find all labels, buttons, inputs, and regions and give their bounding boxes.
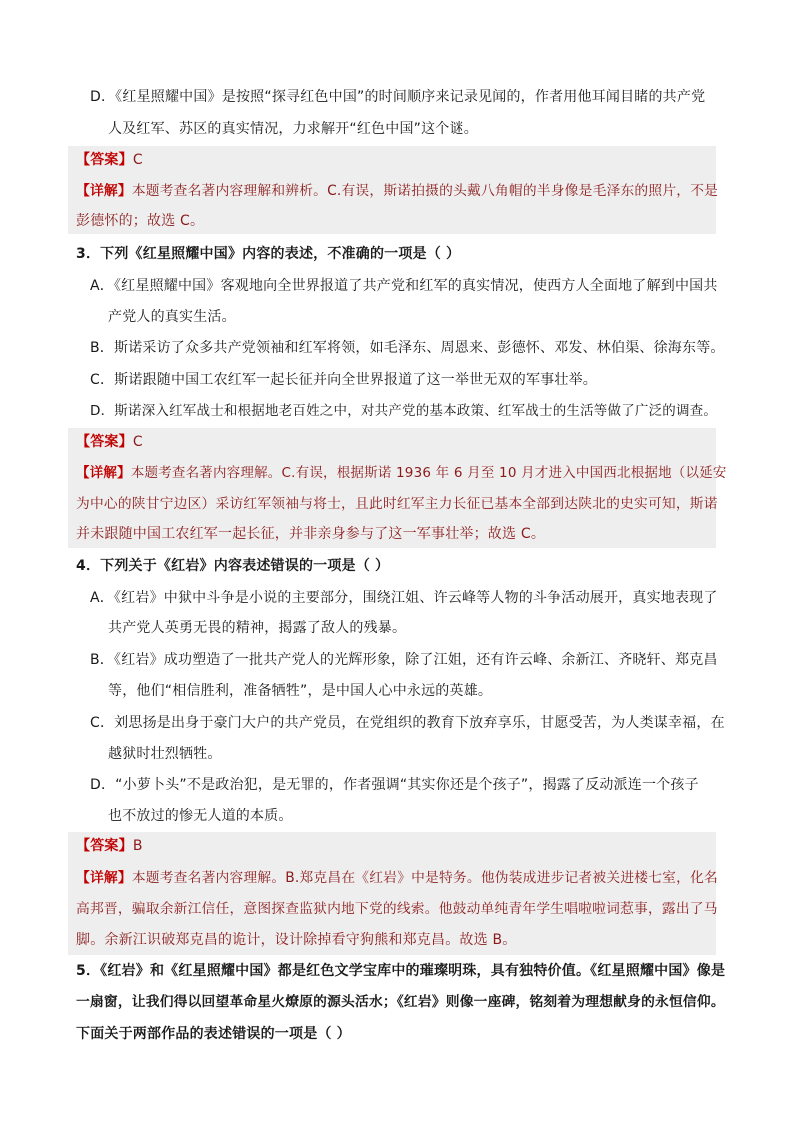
q3-option-a-line2: 产党人的真实生活。 (108, 309, 236, 325)
q3-detail-line2: 为中心的陕甘宁边区）采访红军领袖与将士，且此时红军主力长征已基本全部到达陕北的史实可知，斯诺 (76, 496, 718, 512)
q4-option-b-line1: B．《红岩》成功塑造了一批共产党人的光辉形象，除了江姐，还有许云峰、余新江、齐晓轩、郑克昌 (90, 652, 718, 668)
q5-stem-line1: 5．《红岩》和《红星照耀中国》都是红色文学宝库中的璀璨明珠，具有独特价值。《红星照耀中国》像是 (76, 963, 726, 979)
detail-text: 本题考查名著内容理解。B.郑克昌在《红岩》中是特务。他伪装成进步记者被关进楼七室，化名 (131, 870, 718, 886)
q4-option-a-line2: 共产党人英勇无畏的精神，揭露了敌人的残暴。 (108, 620, 407, 636)
q4-option-a-line1: A．《红岩》中狱中斗争是小说的主要部分，围绕江姐、许云峰等人物的斗争活动展开，真实地表现了 (90, 590, 718, 606)
q4-option-b-line2: 等，他们“相信胜利，准备牺牲”，是中国人心中永远的英雄。 (108, 683, 493, 699)
q2-answer-line (76, 150, 143, 170)
detail-text: 本题考查名著内容理解。C.有误，根据斯诺 1936 年 6 月至 10 月才进入中国西北根据地（以延安 (130, 465, 727, 481)
q4-answer-line (76, 836, 143, 856)
q4-option-d-line2: 也不放过的惨无人道的本质。 (108, 808, 293, 824)
q3-detail-line3: 并未跟随中国工农红军一起长征，并非亲身参与了这一军事壮举；故选 C。 (76, 526, 546, 542)
q3-stem: 3．下列《红星照耀中国》内容的表述，不准确的一项是（ ） (76, 246, 461, 262)
detail-tag: 【详解】 (76, 183, 132, 199)
q4-option-c-line1: C．刘思扬是出身于豪门大户的共产党员，在党组织的教育下放弃享乐，甘愿受苦，为人类谋幸福，在 (90, 715, 725, 731)
q2-option-d-line1: D．《红星照耀中国》是按照“探寻红色中国”的时间顺序来记录见闻的，作者用他耳闻目睹的共产党 (90, 89, 706, 105)
answer-value: C (132, 152, 143, 168)
answer-value: C (132, 434, 143, 450)
q4-detail-line1 (76, 868, 718, 888)
q3-detail-line1 (76, 463, 727, 483)
detail-text: 本题考查名著内容理解和辨析。C.有误，斯诺拍摄的头戴八角帽的半身像是毛泽东的照片，不是 (131, 183, 719, 199)
answer-tag: 【答案】 (76, 434, 133, 450)
q3-option-a-line1: A．《红星照耀中国》客观地向全世界报道了共产党和红军的真实情况，使西方人全面地了解到中国共 (90, 278, 718, 294)
q5-stem-line2: 一扇窗，让我们得以回望革命星火燎原的源头活水；《红岩》则像一座碑，铭刻着为理想献身的永恒信仰。 (76, 994, 725, 1010)
answer-value: B (132, 838, 143, 854)
answer-tag: 【答案】 (76, 838, 133, 854)
detail-tag: 【详解】 (76, 870, 132, 886)
q4-stem: 4．下列关于《红岩》内容表述错误的一项是（ ） (76, 558, 390, 574)
q3-option-d: D．斯诺深入红军战士和根据地老百姓之中，对共产党的基本政策、红军战士的生活等做了广泛的调查。 (90, 403, 718, 419)
answer-tag: 【答案】 (76, 152, 133, 168)
q3-option-b: B．斯诺采访了众多共产党领袖和红军将领，如毛泽东、周恩来、彭德怀、邓发、林伯渠、徐海东等。 (90, 340, 725, 356)
detail-tag: 【详解】 (76, 465, 131, 481)
q4-option-d-line1: D．“小萝卜头”不是政治犯，是无罪的，作者强调“其实你还是个孩子”，揭露了反动派连一个孩子 (90, 777, 699, 793)
q4-detail-line3: 脚。余新江识破郑克昌的诡计，设计除掉看守狗熊和郑克昌。故选 B。 (76, 932, 517, 948)
q2-option-d-line2: 人及红军、苏区的真实情况，力求解开“红色中国”这个谜。 (108, 121, 478, 137)
q2-detail-line2: 彭德怀的；故选 C。 (76, 213, 205, 229)
q2-detail-line1 (76, 181, 718, 201)
q3-answer-line (76, 432, 143, 452)
q4-option-c-line2: 越狱时壮烈牺牲。 (108, 746, 222, 762)
q5-stem-line3: 下面关于两部作品的表述错误的一项是（ ） (76, 1026, 351, 1042)
q3-option-c: C．斯诺跟随中国工农红军一起长征并向全世界报道了这一举世无双的军事壮举。 (90, 372, 597, 388)
q4-detail-line2: 高邦晋，骗取余新江信任，意图探查监狱内地下党的线索。他鼓动单纯青年学生唱啦啦词惹事，露出了马 (76, 901, 718, 917)
